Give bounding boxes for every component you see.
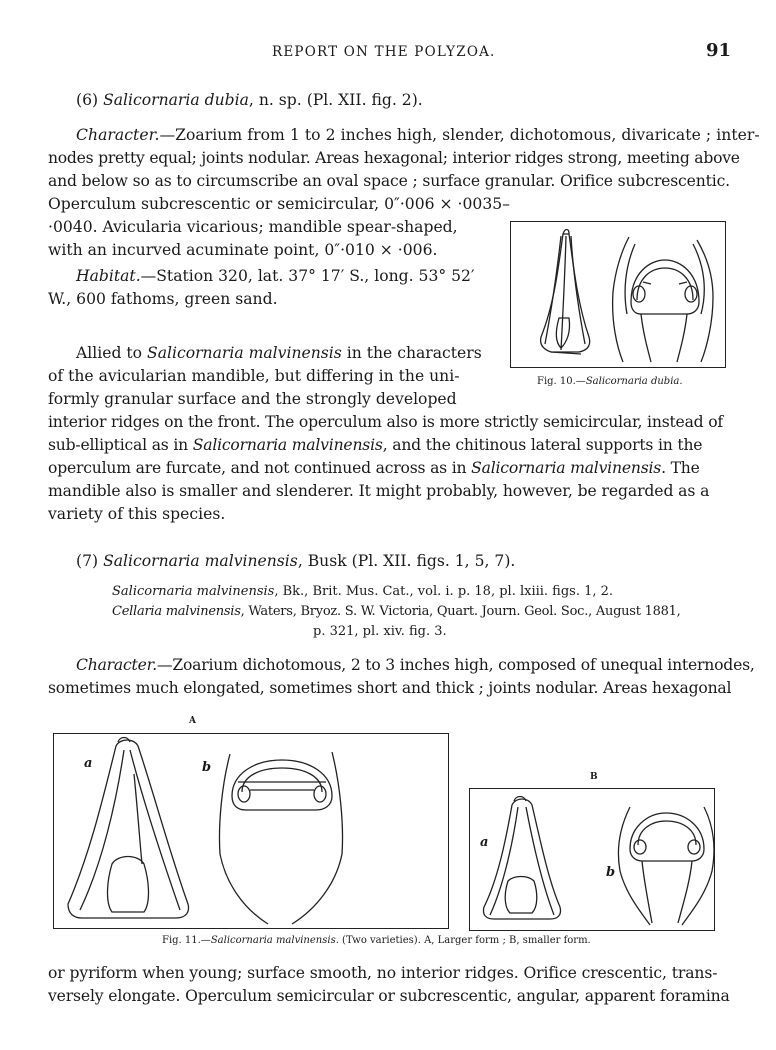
running-header: REPORT ON THE POLYZOA. [272, 44, 496, 60]
figure-11-caption: Fig. 11.—Salicornaria malvinensis. (Two varieties). A, Larger form ; B, smaller form. [162, 935, 591, 946]
figure-11-A-label-a: a [84, 756, 93, 771]
figure-11-panel-B [469, 788, 715, 931]
sec6-character-line-2: nodes pretty equal; joints nodular. Areas hexagonal; interior ridges strong, meeting above [48, 149, 740, 167]
sec6-allied-line-8: variety of this species. [48, 505, 226, 523]
figure-10-drawing [511, 222, 725, 367]
sec7-reference-1: Salicornaria malvinensis, Bk., Brit. Mus. Cat., vol. i. p. 18, pl. lxiii. figs. 1, 2. [112, 584, 614, 599]
sec6-allied-line-1: Allied to Salicornaria malvinensis in the characters [76, 344, 482, 362]
figure-11-B-label-b: b [606, 865, 616, 880]
sec6-character-line-3: and below so as to circumscribe an oval space ; surface granular. Orifice subcrescentic. [48, 172, 730, 190]
sec6-character-line-1: Character.—Zoarium from 1 to 2 inches high, slender, dichotomous, divaricate ; inter- [76, 126, 760, 144]
sec6-character-line-5: ·0040. Avicularia vicarious; mandible spear-shaped, [48, 218, 458, 236]
sec7-reference-2: Cellaria malvinensis, Waters, Bryoz. S. W. Victoria, Quart. Journ. Geol. Soc., August 1881, [112, 604, 681, 619]
sec6-habitat-line-1: Habitat.—Station 320, lat. 37° 17′ S., long. 53° 52′ [76, 267, 475, 285]
figure-10-frame [510, 221, 726, 368]
page-number: 91 [706, 40, 732, 61]
sec7-character-line-1: Character.—Zoarium dichotomous, 2 to 3 inches high, composed of unequal internodes, [76, 656, 755, 674]
sec7-tail-line-1: or pyriform when young; surface smooth, no interior ridges. Orifice crescentic, trans- [48, 964, 718, 982]
sec6-allied-line-4: interior ridges on the front. The operculum also is more strictly semicircular, instead of [48, 413, 723, 431]
figure-11-B-label-a: a [480, 835, 489, 850]
figure-11-panel-A [53, 733, 449, 929]
figure-11-drawing-B [470, 789, 714, 930]
figure-10-caption: Fig. 10.—Salicornaria dubia. [537, 376, 683, 387]
sec6-allied-line-7: mandible also is smaller and slenderer. It might probably, however, be regarded as a [48, 482, 710, 500]
sec6-habitat-line-2: W., 600 fathoms, green sand. [48, 290, 278, 308]
sec6-allied-line-6: operculum are furcate, and not continued across as in Salicornaria malvinensis. The [48, 459, 700, 477]
sec6-allied-line-3: formly granular surface and the strongly developed [48, 390, 457, 408]
sec7-reference-2-cont: p. 321, pl. xiv. fig. 3. [313, 624, 447, 639]
sec6-character-line-6: with an incurved acuminate point, 0″·010 × ·006. [48, 241, 438, 259]
figure-11-drawing-A [54, 734, 448, 928]
sec6-character-line-4: Operculum subcrescentic or semicircular, 0″·006 × ·0035– [48, 195, 510, 213]
section-7-heading: (7) Salicornaria malvinensis, Busk (Pl. XII. figs. 1, 5, 7). [76, 552, 516, 570]
figure-11-label-B: B [590, 772, 598, 782]
figure-11-A-label-b: b [202, 760, 212, 775]
sec6-allied-line-2: of the avicularian mandible, but differing in the uni- [48, 367, 460, 385]
sec7-character-line-2: sometimes much elongated, sometimes short and thick ; joints nodular. Areas hexagonal [48, 679, 732, 697]
sec7-tail-line-2: versely elongate. Operculum semicircular or subcrescentic, angular, apparent foramina [48, 987, 730, 1005]
sec6-allied-line-5: sub-elliptical as in Salicornaria malvinensis, and the chitinous lateral supports in the [48, 436, 703, 454]
figure-11-label-A: A [189, 716, 196, 726]
section-6-heading: (6) Salicornaria dubia, n. sp. (Pl. XII. fig. 2). [76, 91, 423, 109]
